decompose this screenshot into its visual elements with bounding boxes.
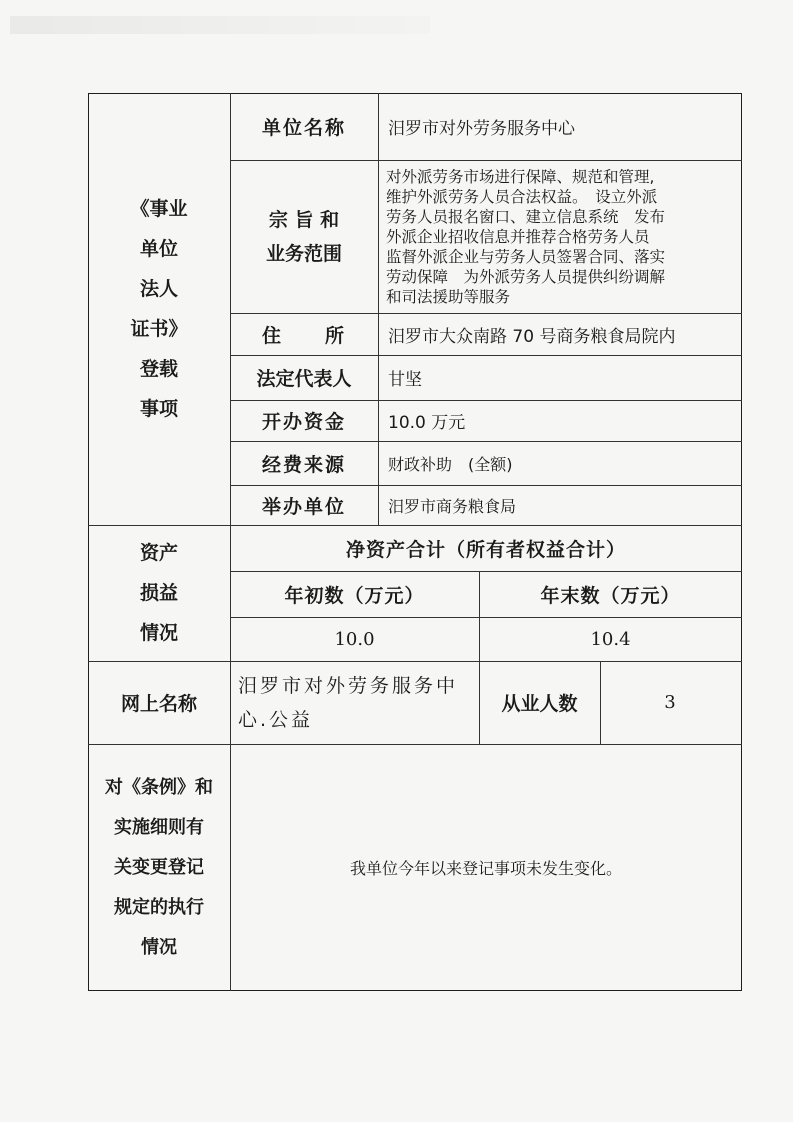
purpose-label: 宗 旨 和 业务范围 bbox=[265, 208, 342, 265]
end-year-value: 10.4 bbox=[590, 628, 631, 650]
unit-name-value: 汨罗市对外劳务服务中心 bbox=[388, 119, 575, 139]
staff-count-value: 3 bbox=[664, 692, 678, 713]
online-name-value: 汨罗市对外劳务服务中 心.公益 bbox=[238, 674, 459, 731]
online-name-label: 网上名称 bbox=[120, 693, 197, 715]
end-year-header: 年末数（万元） bbox=[540, 584, 681, 607]
capital-label: 开办资金 bbox=[261, 411, 346, 433]
sponsor-label: 举办单位 bbox=[261, 495, 346, 518]
section1-heading: 《事业 单位 法人 证书》 登载 事项 bbox=[130, 198, 188, 420]
funding-source-label: 经费来源 bbox=[261, 453, 346, 476]
compliance-content: 我单位今年以来登记事项未发生变化。 bbox=[349, 859, 622, 878]
purpose-value: 对外派劳务市场进行保障、规范和管理, 维护外派劳务人员合法权益。 设立外派 劳务人员报名窗口、建立信息系统 发布 外派企业招收信息并推荐合格劳务人员 监督外派企业与劳务人员签署合同、落实 劳动保障 为外派劳务人员提供纠纷调解 和司法援助等服务 bbox=[386, 167, 666, 306]
sponsor-value: 汨罗市商务粮食局 bbox=[388, 496, 517, 516]
capital-value: 10.0 万元 bbox=[388, 413, 466, 433]
legal-rep-value: 甘坚 bbox=[388, 370, 422, 390]
staff-count-label: 从业人数 bbox=[501, 693, 578, 715]
unit-name-label: 单位名称 bbox=[261, 117, 346, 139]
section4-heading: 对《条例》和 实施细则有 关变更登记 规定的执行 情况 bbox=[105, 776, 213, 958]
begin-year-header: 年初数（万元） bbox=[284, 584, 425, 607]
funding-source-value: 财政补助 (全额) bbox=[388, 454, 513, 474]
begin-year-value: 10.0 bbox=[334, 628, 375, 650]
legal-rep-label: 法定代表人 bbox=[256, 368, 352, 390]
net-assets-title: 净资产合计（所有者权益合计） bbox=[345, 538, 626, 561]
address-value: 汨罗市大众南路 70 号商务粮食局院内 bbox=[388, 326, 676, 347]
address-label: 住 所 bbox=[261, 324, 346, 347]
scan-artifact-header bbox=[10, 16, 430, 34]
section2-heading: 资产 损益 情况 bbox=[139, 542, 178, 644]
